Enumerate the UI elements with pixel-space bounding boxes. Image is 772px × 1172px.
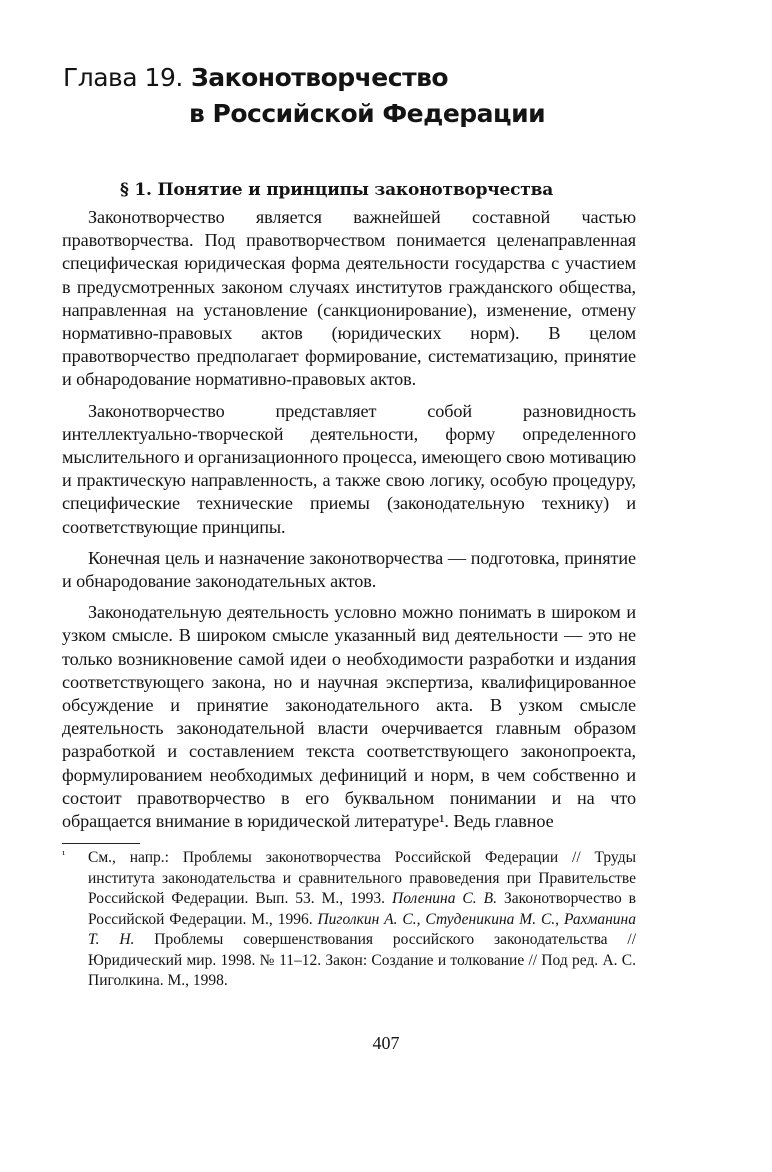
footnote-separator <box>62 843 140 844</box>
paragraph-1: Законотворчество является важнейшей составной частью правотворчества. Под правотворчеством понимается целенаправленная специфическая юридическая форма деятельности государства с участием в предусмотренных законом случаях институтов гражданского общества, направленная на установление (санкционирование), изменение, отмену нормативно-правовых актов (юридических норм). В целом правотворчество предполагает формирование, систематизацию, принятие и обнародование нормативно-правовых актов. <box>62 207 636 390</box>
chapter-label: Глава 19. <box>63 63 183 92</box>
footnote-marker: ¹ <box>62 849 66 861</box>
footnote-part-3: Проблемы совершенствования российского законодательства // Юридический мир. 1998. № 11–12. Закон: Создание и толкование // Под ред. А. С. Пиголкина. М., 1998. <box>88 931 636 989</box>
footnote-part-2: Законотворчество в Российской Федерации. М., 1996. <box>88 890 636 928</box>
footnote-part-1: См., напр.: Проблемы законотворчества Российской Федерации // Труды института законодательства и сравнительного правоведения при Правительстве Российской Федерации. Вып. 53. М., 1993. <box>88 849 636 907</box>
paragraph-2: Законотворчество представляет собой разновидность интеллектуально-творческой деятельности, форму определенного мыслительного и организационного процесса, имеющего свою мотивацию и практическую направленность, а также свою логику, особую процедуру, специфические технические приемы (законодательную технику) и соответствующие принципы. <box>62 400 636 537</box>
chapter-title <box>63 60 703 132</box>
body-text <box>62 206 636 841</box>
paragraph-4: Законодательную деятельность условно можно понимать в широком и узком смысле. В широком смысле указанный вид деятельности — это не только возникновение самой идеи о необходимости разработки и издания соответствующего закона, но и научная экспертиза, квалифицированное обсуждение и принятие законодательного акта. В узком смысле деятельность законодательной власти очерчивается главным образом разработкой и составлением текста соответствующего законопроекта, формулированием необходимых дефиниций и норм, в чем собственно и состоит правотворчество в его буквальном понимании и на что обращается внимание в юридической литературе¹. Ведь главное <box>62 602 636 832</box>
footnote-text <box>88 848 636 992</box>
section-heading: § 1. Понятие и принципы законотворчества <box>120 180 554 200</box>
page-number: 407 <box>372 1033 400 1053</box>
chapter-title-line-1: Законотворчество <box>191 63 449 92</box>
chapter-title-line-2: в Российской Федерации <box>189 99 546 128</box>
footnote <box>62 848 636 992</box>
paragraph-3: Конечная цель и назначение законотворчества — подготовка, принятие и обнародование законодательных актов. <box>62 547 636 592</box>
footnote-author-2: Пиголкин А. С., Студеникина М. С., Рахманина Т. Н. <box>88 910 636 948</box>
footnote-author-1: Поленина С. В. <box>392 890 497 907</box>
